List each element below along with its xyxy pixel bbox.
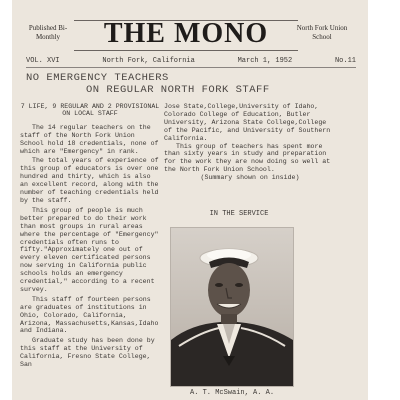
issue-date: March 1, 1952 [237,57,293,65]
portrait-illustration [171,228,293,386]
masthead [12,18,368,56]
dateline-rule [26,67,356,68]
dateline [26,57,356,65]
left-column [20,103,160,371]
volume: VOL. XVI [26,57,60,65]
newspaper-title: THE MONO [103,18,269,49]
issue-number: No.11 [334,57,356,65]
article-paragraph: This group of people is much better prepared to do their work than most groups in rural areas where the percentage of "Emergency" credentials often runs to fifty."Approximately one out of every eleven certificated persons now serving in California public schools holds an emergency credential," according to a recent survey. [20,206,159,293]
school-name: North Fork Union School [296,24,348,41]
place: North Fork, California [102,57,195,65]
publication-frequency: Published Bi-Monthly [28,24,68,41]
article-paragraph: This group of teachers has spent more than sixty years in study and preparation for the work they are now doing so well at the North Fork Union School. [164,142,331,174]
article-paragraph: The total years of experience of this group of educators is over one hundred and thirty, which is also an excellent record, along with the number of teaching credentials held by the staff. [20,157,159,204]
masthead-rule-bottom [74,50,298,51]
headline-line-2: ON REGULAR NORTH FORK STAFF [86,84,270,96]
photo-caption: A. T. McSwain, A. A. [190,389,275,397]
newspaper-page [12,0,368,400]
headline [26,72,356,96]
article-subhead: 7 LIFE, 9 REGULAR AND 2 PROVISIONAL ON LOCAL STAFF [20,103,160,118]
article-paragraph: Graduate study has been done by this staff at the University of California, Fresno State College, San [20,337,155,369]
summary-note: (Summary shown on inside) [200,174,300,182]
right-column [164,103,336,182]
service-section-title: IN THE SERVICE [209,210,269,218]
article-paragraph: This staff of fourteen persons are graduates of institutions in Ohio, Colorado, California, Arizona, Massachusetts,Kansas,Idaho and Indiana. [20,295,159,335]
article-continuation: Jose State,College,University of Idaho, Colorado College of Education, Butler University, Arizona State College,College of the Pacific, and University of Southern California. [164,103,331,142]
headline-line-1: NO EMERGENCY TEACHERS [26,72,169,84]
sailor-portrait-photo [170,227,294,387]
article-paragraph: The 14 regular teachers on the staff of the North Fork Union School hold 18 credentials, none of which are "Emergency" in rank. [20,123,159,155]
